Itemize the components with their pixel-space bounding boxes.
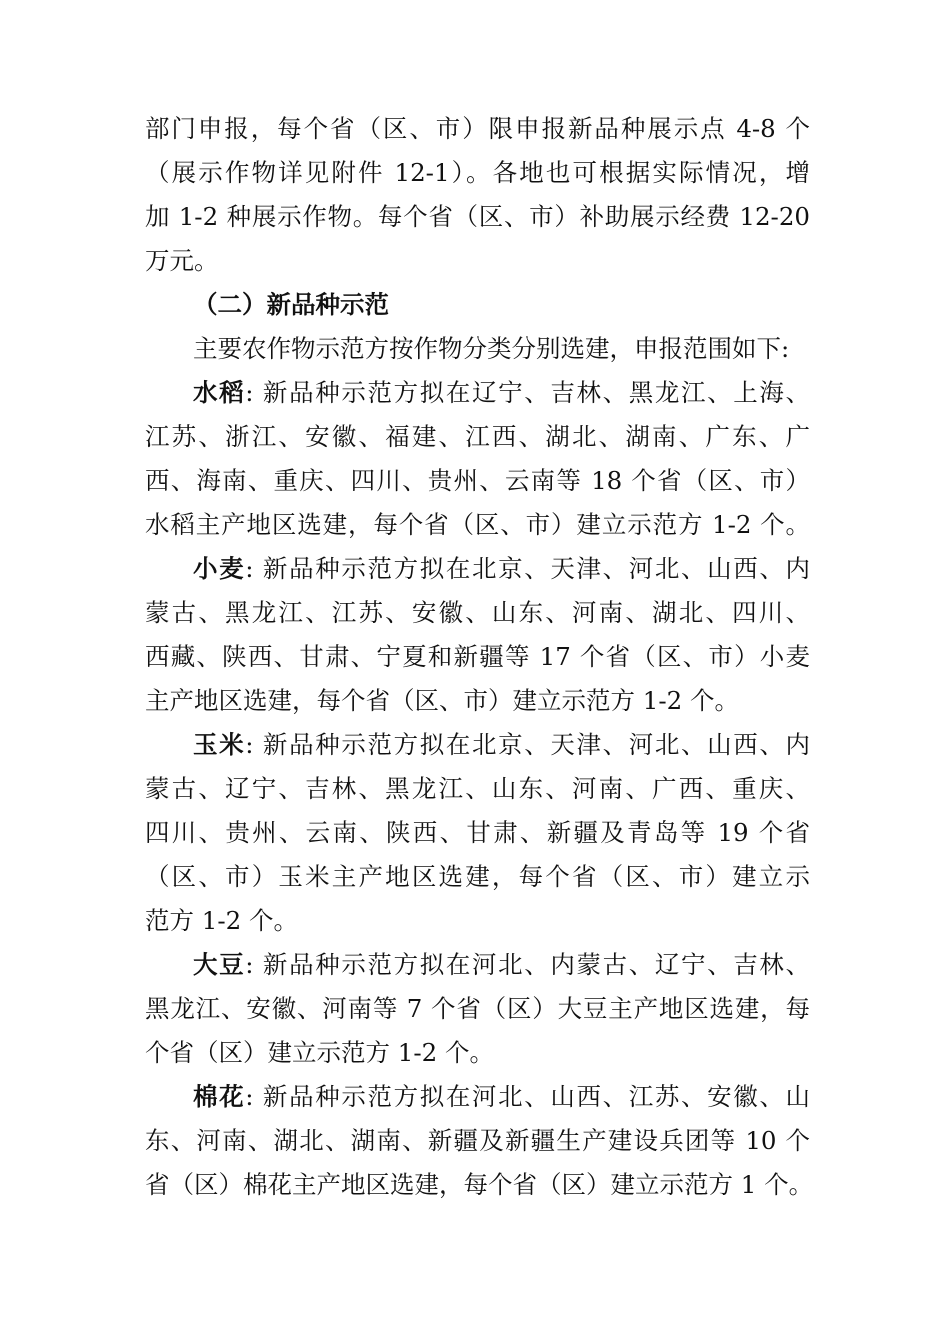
crop-paragraph-rice <box>193 376 810 410</box>
crop-text: : 新品种示范方拟在河北、内蒙古、辽宁、吉林、 <box>245 950 811 979</box>
crop-name: 棉花 <box>193 1082 246 1111</box>
body-text-line: 东、河南、湖北、湖南、新疆及新疆生产建设兵团等 10 个 <box>145 1126 810 1155</box>
body-text-line: 万元。 <box>145 246 219 275</box>
crop-paragraph-corn <box>193 728 810 762</box>
body-text-line: 省（区）棉花主产地区选建，每个省（区）建立示范方 1 个。 <box>145 1170 814 1199</box>
section-intro: 主要农作物示范方按作物分类分别选建，申报范围如下: <box>193 334 790 363</box>
body-text-line: 部门申报，每个省（区、市）限申报新品种展示点 4-8 个 <box>145 114 810 143</box>
crop-name: 小麦 <box>193 554 246 583</box>
body-text-line: 西、海南、重庆、四川、贵州、云南等 18 个省（区、市） <box>145 466 810 495</box>
body-text-line: 四川、贵州、云南、陕西、甘肃、新疆及青岛等 19 个省 <box>145 818 810 847</box>
section-heading: （二）新品种示范 <box>193 290 389 319</box>
body-text-line: 个省（区）建立示范方 1-2 个。 <box>145 1038 495 1067</box>
body-text-line: （展示作物详见附件 12-1）。各地也可根据实际情况，增 <box>145 158 810 187</box>
body-text-line: 西藏、陕西、甘肃、宁夏和新疆等 17 个省（区、市）小麦 <box>145 642 810 671</box>
body-text-line: （区、市）玉米主产地区选建，每个省（区、市）建立示 <box>145 862 810 891</box>
crop-paragraph-soybean <box>193 948 810 982</box>
crop-text: : 新品种示范方拟在河北、山西、江苏、安徽、山 <box>245 1082 811 1111</box>
body-text-line: 水稻主产地区选建，每个省（区、市）建立示范方 1-2 个。 <box>145 510 810 539</box>
crop-name: 水稻 <box>193 378 246 407</box>
body-text-line: 加 1-2 种展示作物。每个省（区、市）补助展示经费 12-20 <box>145 202 810 231</box>
crop-text: : 新品种示范方拟在辽宁、吉林、黑龙江、上海、 <box>245 378 811 407</box>
body-text-line: 范方 1-2 个。 <box>145 906 299 935</box>
crop-paragraph-wheat <box>193 552 810 586</box>
body-text-line: 蒙古、黑龙江、江苏、安徽、山东、河南、湖北、四川、 <box>145 598 810 627</box>
crop-name: 玉米 <box>193 730 246 759</box>
body-text-line: 蒙古、辽宁、吉林、黑龙江、山东、河南、广西、重庆、 <box>145 774 810 803</box>
crop-text: : 新品种示范方拟在北京、天津、河北、山西、内 <box>245 730 811 759</box>
crop-text: : 新品种示范方拟在北京、天津、河北、山西、内 <box>245 554 811 583</box>
crop-paragraph-cotton <box>193 1080 810 1114</box>
crop-name: 大豆 <box>193 950 246 979</box>
body-text-line: 江苏、浙江、安徽、福建、江西、湖北、湖南、广东、广 <box>145 422 810 451</box>
body-text-line: 黑龙江、安徽、河南等 7 个省（区）大豆主产地区选建，每 <box>145 994 810 1023</box>
body-text-line: 主产地区选建，每个省（区、市）建立示范方 1-2 个。 <box>145 686 740 715</box>
